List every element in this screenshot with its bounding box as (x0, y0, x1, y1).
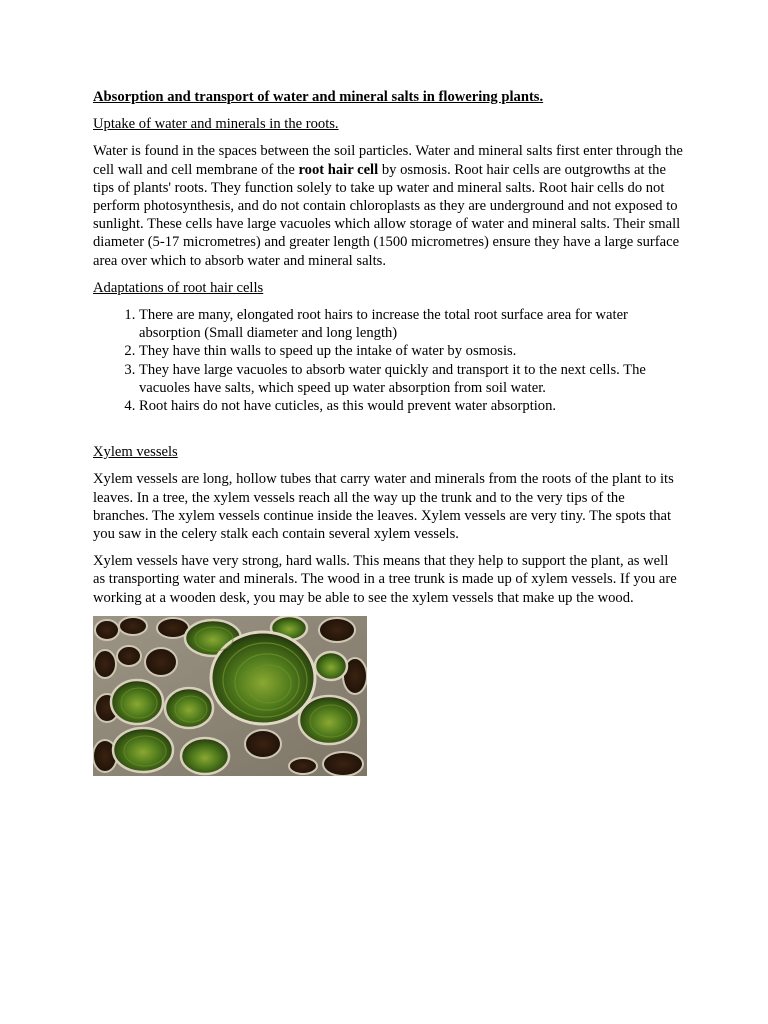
document-title: Absorption and transport of water and mineral salts in flowering plants. (93, 89, 544, 105)
paragraph-text: Water is found in the spaces between the soil particles. Water and mineral salts first enter through the cell wall and cell membrane of the (93, 143, 683, 178)
xylem-vessels-image (93, 616, 367, 776)
paragraph-uptake (93, 142, 683, 269)
document-body (93, 88, 683, 776)
list-item: 2. They have thin walls to speed up the intake of water by osmosis. (139, 342, 683, 360)
list-item: 4. Root hairs do not have cuticles, as this would prevent water absorption. (139, 397, 683, 415)
adaptations-list (93, 306, 683, 415)
spacer (93, 415, 683, 443)
bold-term-root-hair-cell: root hair cell (298, 161, 379, 178)
paragraph-xylem-1: Xylem vessels are long, hollow tubes that carry water and minerals from the roots of the plant to its leaves. In a tree, the xylem vessels reach all the way up the trunk and to the very tips of the branches. The xylem vessels continue inside the leaves. Xylem vessels are very tiny. The spots that you saw in the celery stalk each contain several xylem vessels. (93, 471, 674, 543)
paragraph-text: by osmosis. Root hair cells are outgrowths at the tips of plants' roots. They function solely to take up water and mineral salts. Root hair cells do not perform photosynthesis, and do not contain chloroplasts as they are underground and not exposed to sunlight. These cells have large vacuoles which allow storage of water and mineral salts. Their small diameter (5-17 micrometres) and greater length (1500 micrometres) ensure they have a large surface area over which to absorb water and mineral salts. (93, 161, 681, 269)
paragraph-xylem-2: Xylem vessels have very strong, hard walls. This means that they help to support the plant, as well as transporting water and minerals. The wood in a tree trunk is made up of xylem vessels. If you are working at a wooden desk, you may be able to see the xylem vessels that make up the wood. (93, 553, 677, 606)
section-heading-uptake: Uptake of water and minerals in the roots. (93, 116, 339, 133)
list-item: 3. They have large vacuoles to absorb water quickly and transport it to the next cells. The vacuoles have salts, which speed up water absorption from soil water. (139, 361, 683, 397)
section-heading-adaptations: Adaptations of root hair cells (93, 279, 264, 296)
list-item: 1. There are many, elongated root hairs to increase the total root surface area for water absorption (Small diameter and long length) (139, 306, 683, 342)
section-heading-xylem: Xylem vessels (93, 444, 178, 461)
